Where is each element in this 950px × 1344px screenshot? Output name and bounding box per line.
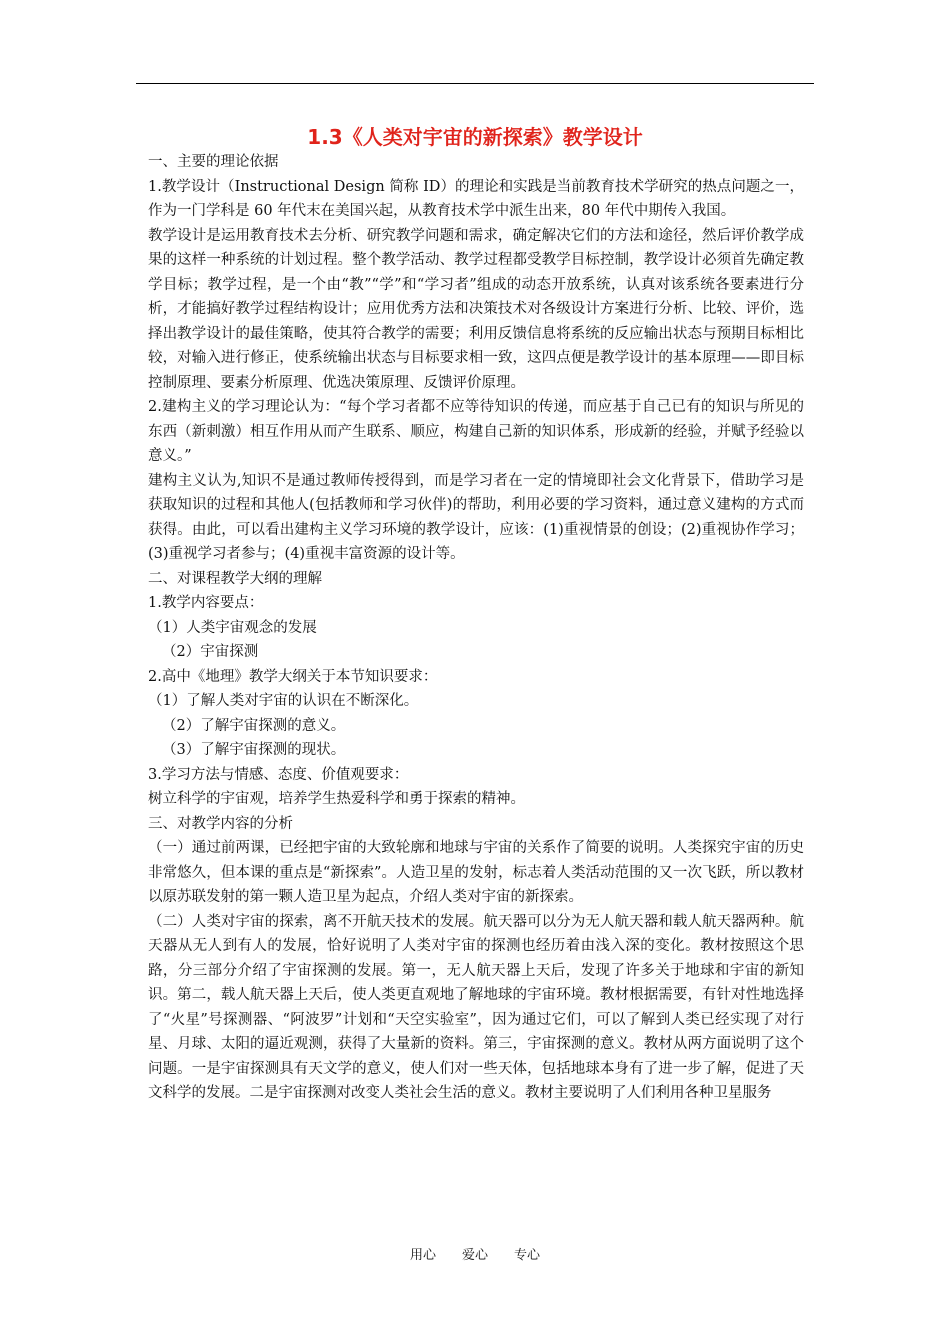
list-item: （2）宇宙探测 (162, 644, 259, 660)
list-heading: 1.教学内容要点： (148, 595, 264, 611)
list-item: （1）人类宇宙观念的发展 (148, 619, 317, 636)
page-footer: 用心 爱心 专心 (409, 1248, 540, 1263)
header-rule (136, 83, 814, 84)
paragraph: 教学设计是运用教育技术去分析、研究教学问题和需求，确定解决它们的方法和途径，然后评价教学成果的这样一种系统的计划过程。整个教学活动、教学过程都受教学目标控制，教学设计必须首先确定教学目标；教学过程，是一个由“教”“学”和“学习者”组成的动态开放系统，认真对该系统各要素进行分析，才能搞好教学过程结构设计；应用优秀方法和决策技术对各级设计方案进行分析、比较、评价，选择出教学设计的最佳策略，使其符合教学的需要；利用反馈信息将系统的反应输出状态与预期目标相比较，对输入进行修正，使系统输出状态与目标要求相一致，这四点便是教学设计的基本原理——即目标控制原理、要素分析原理、优选决策原理、反馈评价原理。 (148, 227, 804, 391)
paragraph: （二）人类对宇宙的探索，离不开航天技术的发展。航天器可以分为无人航天器和载人航天器两种。航天器从无人到有人的发展，恰好说明了人类对宇宙的探测也经历着由浅入深的变化。教材按照这个思路，分三部分介绍了宇宙探测的发展。第一，无人航天器上天后，发现了许多关于地球和宇宙的新知识。第二，载人航天器上天后，使人类更直观地了解地球的宇宙环境。教材根据需要，有针对性地选择了“火星”号探测器、“阿波罗”计划和“天空实验室”，因为通过它们，可以了解到人类已经实现了对行星、月球、太阳的逼近观测，获得了大量新的资料。第三，宇宙探测的意义。教材从两方面说明了这个问题。一是宇宙探测具有天文学的意义，使人们对一些天体，包括地球本身有了进一步了解，促进了天文科学的发展。二是宇宙探测对改变人类社会生活的意义。教材主要说明了人们利用各种卫星服务 (148, 913, 804, 1101)
list-item: （1）了解人类对宇宙的认识在不断深化。 (148, 693, 419, 709)
document-title: 1.3《人类对宇宙的新探索》教学设计 (307, 125, 643, 149)
paragraph: 2.建构主义的学习理论认为：“每个学习者都不应等待知识的传递，而应基于自己已有的知识与所见的东西（新刺激）相互作用从而产生联系、顺应，构建自己新的知识体系，形成新的经验，并赋予经验以意义。” (148, 399, 804, 464)
list-item: （2）了解宇宙探测的意义。 (162, 717, 346, 734)
section-heading: 一、主要的理论依据 (148, 154, 279, 170)
document-body (148, 150, 804, 1106)
section-heading: 三、对教学内容的分析 (148, 815, 293, 832)
paragraph: 建构主义认为,知识不是通过教师传授得到，而是学习者在一定的情境即社会文化背景下，借助学习是获取知识的过程和其他人(包括教师和学习伙伴)的帮助，利用必要的学习资料，通过意义建构的方式而获得。由此，可以看出建构主义学习环境的教学设计，应该：(1)重视情景的创设；(2)重视协作学习；(3)重视学习者参与；(4)重视丰富资源的设计等。 (148, 472, 804, 562)
paragraph: 1.教学设计（Instructional Design 简称 ID）的理论和实践是当前教育技术学研究的热点问题之一，作为一门学科是 60 年代末在美国兴起，从教育技术学中派生出来，80 年代中期传入我国。 (148, 178, 804, 219)
list-item: （3）了解宇宙探测的现状。 (162, 742, 346, 758)
list-heading: 3.学习方法与情感、态度、价值观要求： (148, 766, 409, 783)
list-heading: 2.高中《地理》教学大纲关于本节知识要求： (148, 668, 438, 685)
paragraph: （一）通过前两课，已经把宇宙的大致轮廓和地球与宇宙的关系作了简要的说明。人类探究宇宙的历史非常悠久，但本课的重点是“新探索”。人造卫星的发射，标志着人类活动范围的又一次飞跃，所以教材以原苏联发射的第一颗人造卫星为起点，介绍人类对宇宙的新探索。 (148, 840, 804, 905)
paragraph: 树立科学的宇宙观，培养学生热爱科学和勇于探索的精神。 (148, 791, 525, 807)
section-heading: 二、对课程教学大纲的理解 (148, 570, 322, 587)
